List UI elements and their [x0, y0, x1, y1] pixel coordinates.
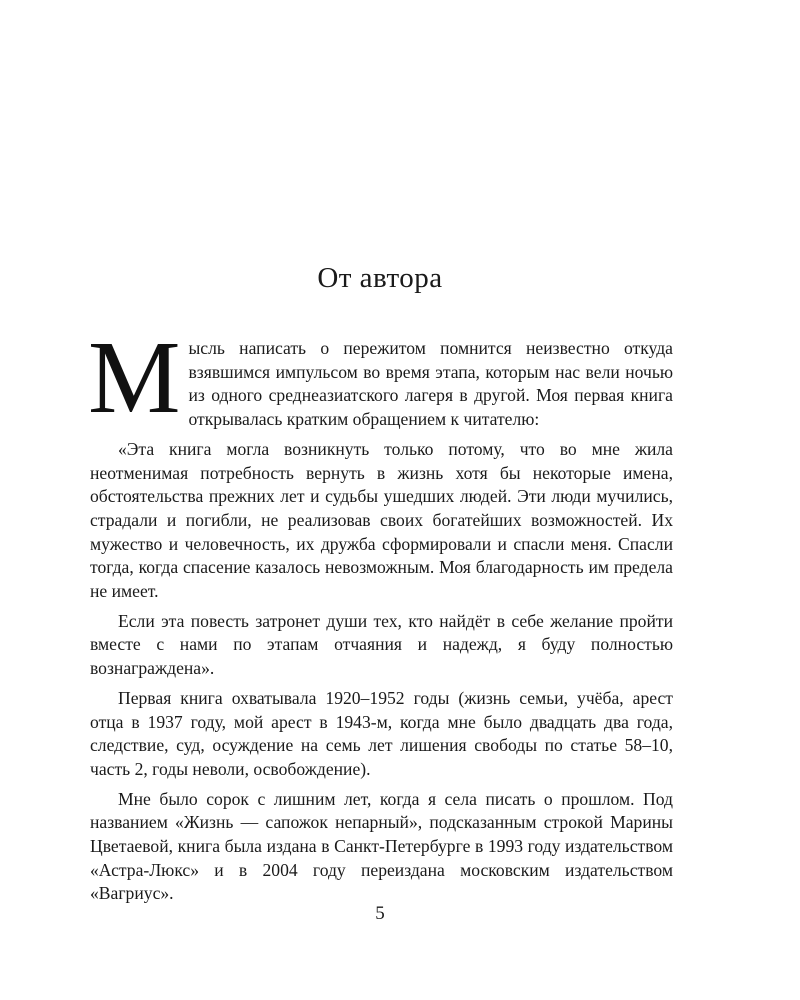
- paragraph-4: Первая книга охватывала 1920–1952 годы (жизнь семьи, учёба, арест отца в 1937 году, мой арест в 1943-м, когда мне было двадцать два года, следствие, суд, осуждение на семь лет лишения свободы по статье 58–10, часть 2, годы неволи, освобождение).: [90, 687, 673, 779]
- chapter-title: От автора: [317, 262, 443, 294]
- paragraph-1-text: ысль написать о пережитом помнится неизвестно откуда взявшимся импульсом во время этапа, которым нас вели ночью из одного среднеазиатского лагеря в другой. Моя первая книга открывалась кратким обращением к читателю:: [188, 338, 673, 430]
- paragraph-3: Если эта повесть затронет души тех, кто найдёт в себе желание пройти вместе с нами по этапам отчаяния и надежд, я буду полностью вознаграждена».: [90, 610, 673, 679]
- drop-cap: М: [88, 320, 181, 435]
- paragraph-1: [88, 320, 673, 435]
- body-text: [88, 320, 673, 906]
- paragraph-2: «Эта книга могла возникнуть только потому, что во мне жила неотменимая потребность вернуть в жизнь хотя бы некоторые имена, обстоятельства прежних лет и судьбы ушедших людей. Эти люди мучились, страдали и погибли, не реализовав своих богатейших возможностей. Их мужество и человечность, их дружба сформировали и спасли меня. Спасли тогда, когда спасение казалось невозможным. Моя благодарность им предела не имеет.: [90, 438, 673, 602]
- page-number: 5: [375, 903, 385, 924]
- paragraph-5: Мне было сорок с лишним лет, когда я села писать о прошлом. Под названием «Жизнь — сапожок непарный», подсказанным строкой Марины Цветаевой, книга была издана в Санкт-Петербурге в 1993 году издательством «Астра-Люкс» и в 2004 году переиздана московским издательством «Вагриус».: [90, 788, 673, 904]
